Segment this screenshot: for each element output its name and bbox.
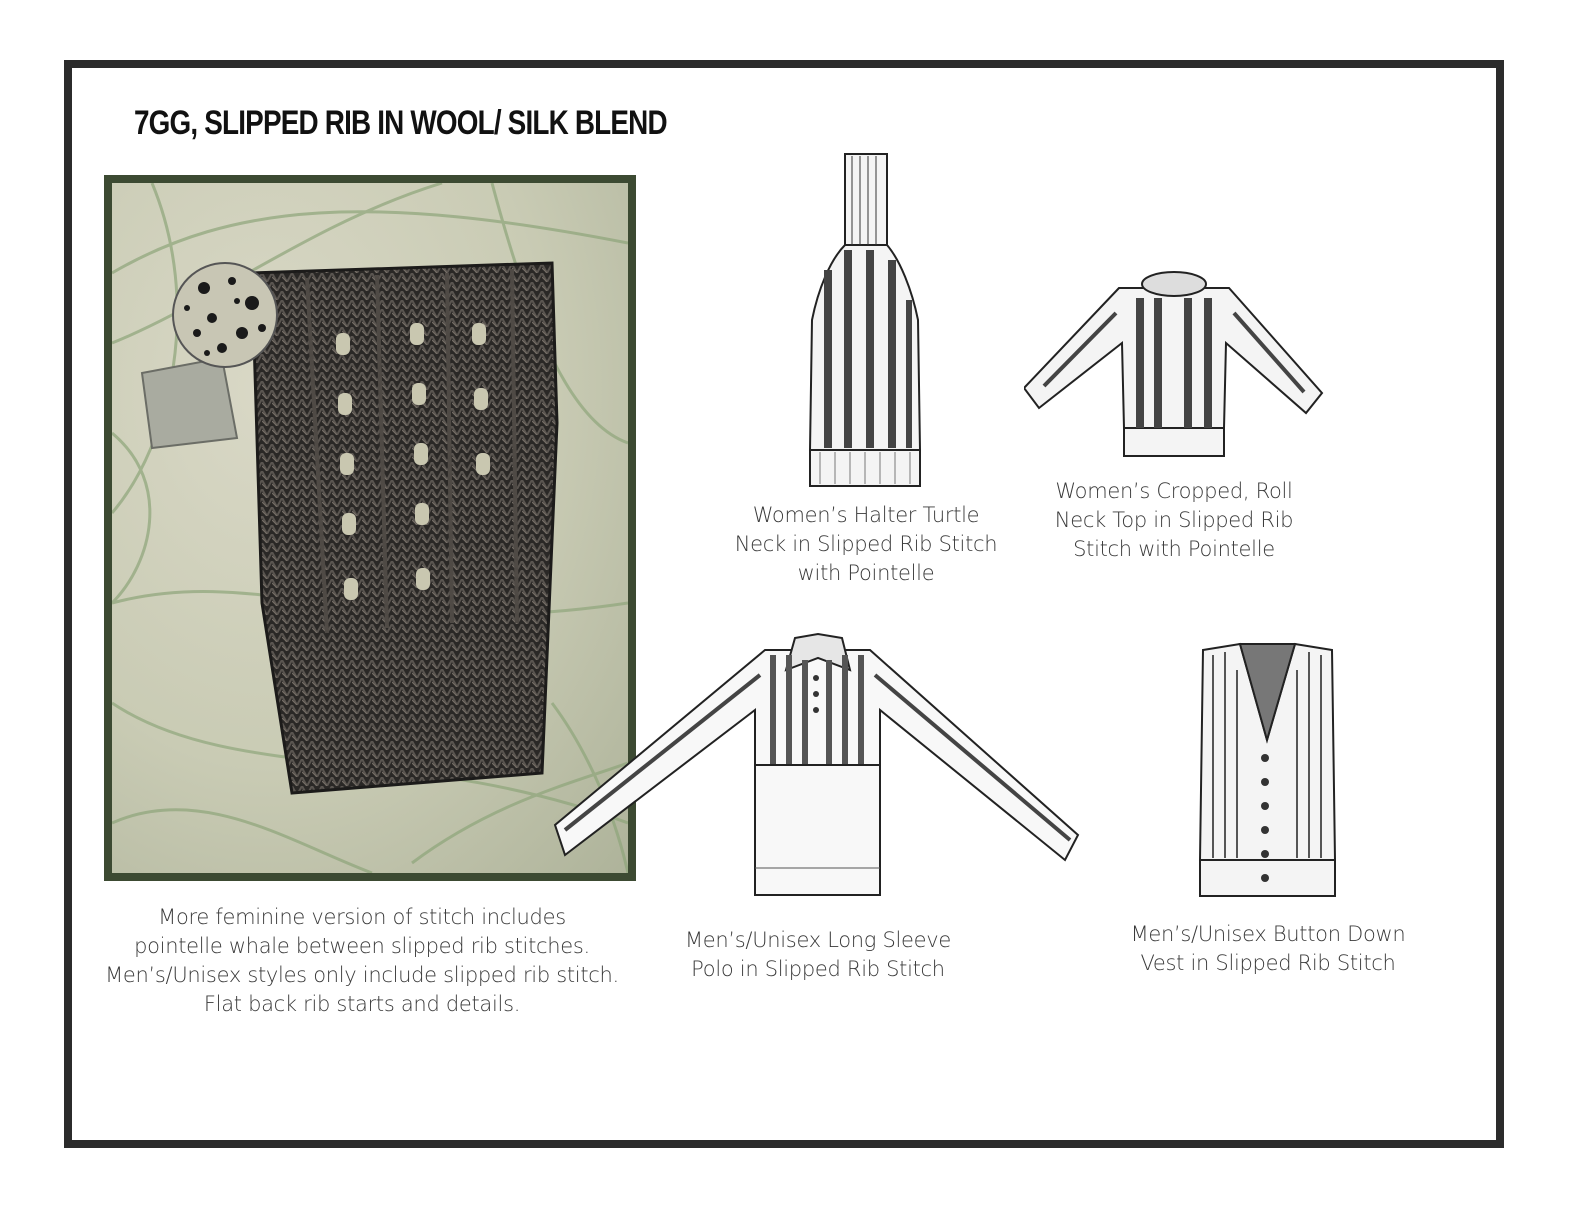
halter-turtleneck-caption [716,501,1016,588]
long-sleeve-polo-caption-line: Polo in Slipped Rib Stitch [691,957,945,981]
long-sleeve-polo-caption-line: Men’s/Unisex Long Sleeve [684,928,952,952]
swatch-caption-line: Men’s/Unisex styles only include slipped rib stitch. [105,963,619,987]
long-sleeve-polo-sketch [550,630,1080,900]
button-down-vest-caption [1118,920,1418,978]
halter-turtleneck-caption-line: Neck in Slipped Rib Stitch [734,532,998,556]
long-sleeve-polo-caption [668,926,968,984]
cropped-roll-neck-sketch [1024,268,1324,460]
halter-turtleneck-caption-line: with Pointelle [797,561,935,585]
page-title: 7GG, SLIPPED RIB IN WOOL/ SILK BLEND [134,104,667,142]
button-down-vest-caption-line: Vest in Slipped Rib Stitch [1140,951,1396,975]
cropped-roll-neck-caption-line: Women’s Cropped, Roll [1055,479,1293,503]
swatch-caption-line: More feminine version of stitch includes [158,905,566,929]
swatch-caption-line: pointelle whale between slipped rib stitches. [134,934,590,958]
halter-turtleneck-sketch [800,150,930,490]
halter-turtleneck-caption-line: Women’s Halter Turtle [752,503,980,527]
button-down-vest-caption-line: Men’s/Unisex Button Down [1130,922,1406,946]
cropped-roll-neck-caption [1024,477,1324,564]
cropped-roll-neck-caption-line: Neck Top in Slipped Rib [1054,508,1294,532]
swatch-caption-line: Flat back rib starts and details. [203,992,521,1016]
cropped-roll-neck-caption-line: Stitch with Pointelle [1073,537,1275,561]
swatch-caption [104,903,620,1019]
button-down-vest-sketch [1195,640,1340,902]
